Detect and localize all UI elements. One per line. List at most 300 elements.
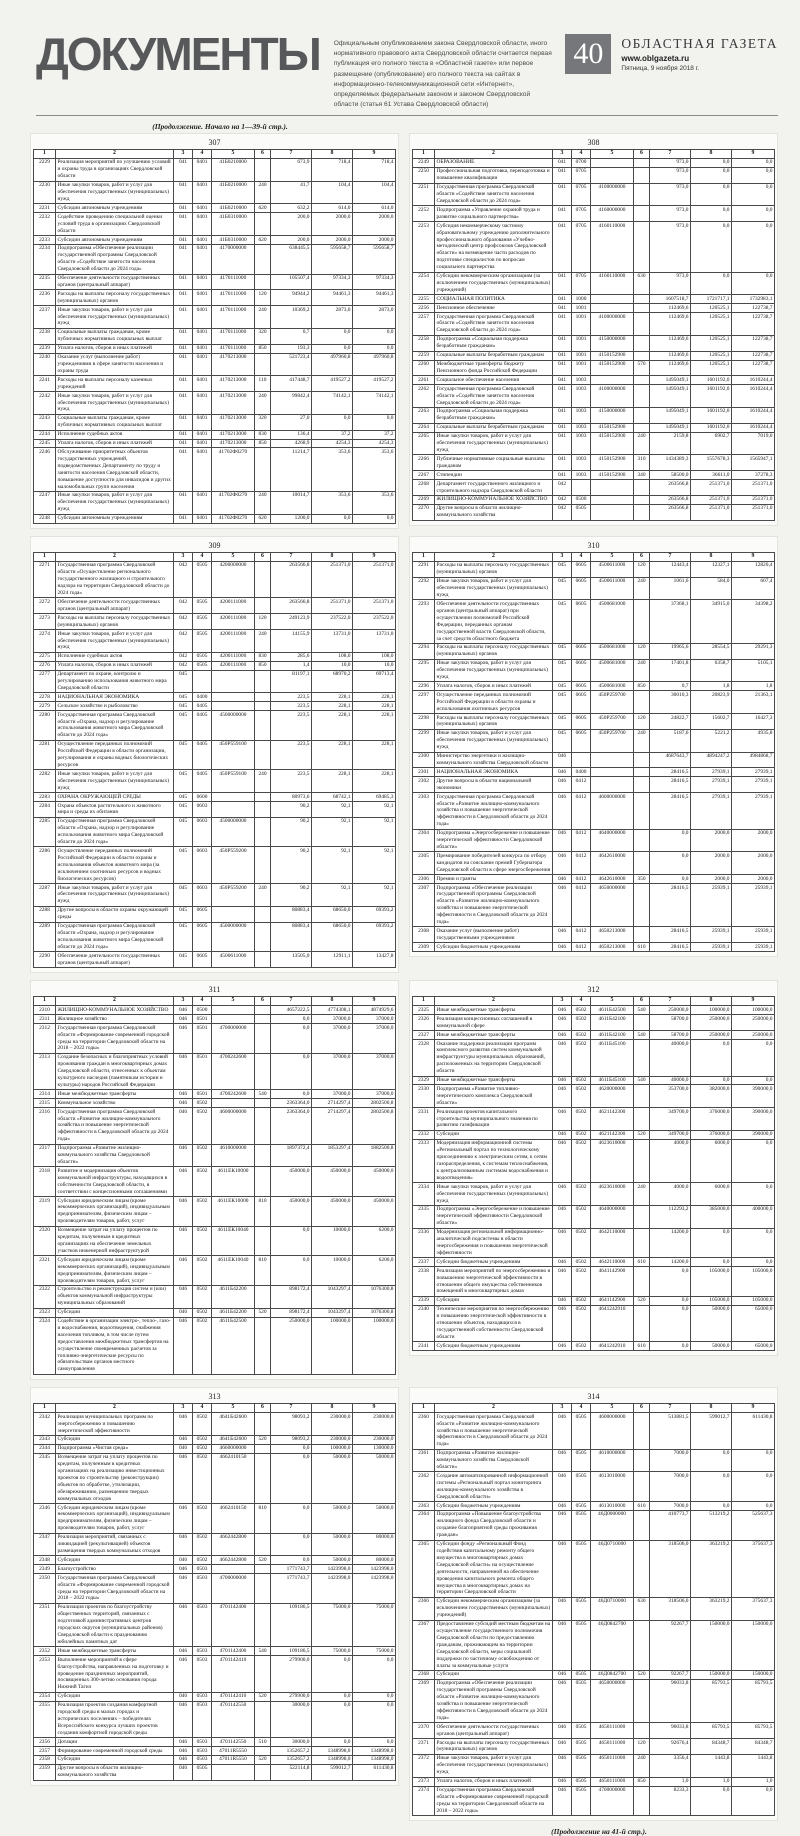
row-name-cell: Пенсионное обеспечение (435, 304, 553, 313)
section-code-cell: 1001 (572, 304, 591, 313)
amount-2019-cell: 94461,3 (312, 290, 353, 306)
table-row (34, 847, 396, 884)
expense-type-cell: 610 (634, 943, 650, 952)
target-article-cell: 4611Б42100 (591, 1031, 634, 1040)
amount-2018-cell: 1495049,1 (650, 423, 691, 432)
row-name-cell: Уплата налогов, сборов и иных платежей (56, 661, 174, 670)
amount-2020-cell: 525637,3 (732, 1510, 775, 1540)
section-code-cell: 1003 (572, 385, 591, 408)
grbs-code-cell: 046 (174, 1256, 193, 1286)
table-row (413, 1040, 775, 1077)
row-number-cell: 2295 (413, 659, 435, 682)
table-band-4 (30, 1387, 778, 1836)
amount-2020-cell: 718,4 (353, 158, 396, 181)
table-row (413, 1777, 775, 1786)
amount-2019-cell: 1,8 (691, 682, 732, 691)
row-number-cell: 2299 (413, 729, 435, 752)
row-number-cell: 2372 (413, 1754, 435, 1777)
column-header: 9 (732, 996, 775, 1005)
grbs-code-cell: 041 (553, 183, 572, 206)
row-name-cell: Исполнение судебных актов (56, 652, 174, 661)
section-code-cell: 0405 (193, 702, 212, 711)
table-row (34, 328, 396, 344)
target-article-cell: 4662410150 (212, 1504, 255, 1534)
amount-2020-cell: 1610244,4 (732, 385, 775, 408)
expense-type-cell (255, 598, 271, 614)
amount-2019-cell: 12911,1 (312, 952, 353, 968)
grbs-code-cell: 041 (553, 423, 572, 432)
section-code-cell: 0501 (193, 1090, 212, 1099)
amount-2019-cell: 10000,0 (312, 1256, 353, 1286)
amount-2018-cell: 92267,7 (650, 1620, 691, 1670)
grbs-code-cell: 041 (174, 274, 193, 290)
amount-2019-cell: 120525,1 (691, 313, 732, 336)
section-code-cell: 0502 (572, 1267, 591, 1297)
column-header: 4 (193, 1403, 212, 1412)
row-name-cell: Дотации (56, 1738, 174, 1747)
target-article-cell: 46Д0000000 (591, 1510, 634, 1540)
section-code-cell: 1003 (572, 455, 591, 471)
expense-type-cell: 240 (634, 659, 650, 682)
amount-2019-cell: 108,0 (312, 652, 353, 661)
grbs-code-cell: 042 (174, 614, 193, 630)
target-article-cell (591, 768, 634, 777)
expense-type-cell: 120 (255, 614, 271, 630)
target-article-cell: 4170111000 (212, 290, 255, 306)
row-number-cell: 2281 (34, 740, 56, 770)
row-name-cell: Другие вопросы в области национальной экономики (435, 777, 553, 793)
amount-2019-cell: 97334,3 (312, 274, 353, 290)
amount-2020-cell: 37,2 (353, 430, 396, 439)
amount-2018-cell: 112469,6 (650, 351, 691, 360)
target-article-cell: 41Б0310000 (212, 236, 255, 245)
amount-2018-cell: 0,0 (271, 1226, 312, 1256)
section-code-cell: 0405 (193, 711, 212, 741)
amount-2018-cell: 1434389,3 (650, 455, 691, 471)
target-article-cell: 4650111000 (591, 1723, 634, 1739)
target-article-cell: 4170213000 (212, 376, 255, 392)
row-name-cell: Уплата налогов, сборов и иных платежей (435, 682, 553, 691)
amount-2019-cell: 92,1 (312, 847, 353, 884)
row-number-cell: 2254 (413, 272, 435, 295)
grbs-code-cell: 041 (553, 455, 572, 471)
grbs-code-cell: 046 (174, 1444, 193, 1453)
amount-2020-cell: 497960,8 (353, 353, 396, 376)
amount-2019-cell: 353,6 (312, 448, 353, 491)
amount-2019-cell: 2000,0 (312, 213, 353, 236)
expense-type-cell: 620 (255, 514, 271, 523)
target-article-cell: 4500681000 (591, 643, 634, 659)
row-name-cell: Субсидии юридическим лицам (кроме некоммерческих организаций), индивидуальным предпринимателям, физическим лицам – производителям товаров, работ, услуг (56, 1504, 174, 1534)
column-header: 1 (34, 996, 56, 1005)
amount-2020-cell: 250000,0 (732, 1031, 775, 1040)
grbs-code-cell: 041 (174, 204, 193, 213)
row-number-cell: 2231 (34, 204, 56, 213)
table-row (413, 183, 775, 206)
expense-type-cell (255, 1444, 271, 1453)
expense-type-cell: 850 (255, 439, 271, 448)
column-header: 3 (553, 552, 572, 561)
row-name-cell: Государственная программа Свердловской области «Охрана, надзор и регулирование использования животного мира Свердловской области до 2024 года» (56, 922, 174, 952)
amount-2019-cell: 0,0 (691, 1076, 732, 1085)
amount-2018-cell: 349700,0 (650, 1130, 691, 1139)
row-number-cell: 2312 (34, 1024, 56, 1054)
row-name-cell: Субсидии (56, 1556, 174, 1565)
table-row (34, 392, 396, 415)
section-code-cell: 0401 (193, 439, 212, 448)
table-row (413, 643, 775, 659)
target-article-cell: 47011R5550 (212, 1755, 255, 1764)
row-number-cell: 2274 (34, 630, 56, 653)
section-code-cell: 0705 (572, 206, 591, 222)
row-number-cell: 2366 (413, 1597, 435, 1620)
row-number-cell: 2260 (413, 360, 435, 376)
amount-2018-cell: 200,0 (271, 213, 312, 236)
row-name-cell: Субсидии автономным учреждениям (56, 204, 174, 213)
expense-type-cell: 540 (634, 1031, 650, 1040)
row-number-cell: 2229 (34, 158, 56, 181)
column-header: 8 (691, 552, 732, 561)
amount-2020-cell: 228,1 (353, 740, 396, 770)
amount-2019-cell: 450000,0 (312, 1197, 353, 1227)
row-number-cell: 2354 (34, 1692, 56, 1701)
amount-2020-cell: 69713,4 (353, 670, 396, 693)
table-row (34, 491, 396, 514)
section-code-cell: 1003 (572, 432, 591, 455)
amount-2019-cell: 37,2 (312, 430, 353, 439)
column-header: 8 (312, 149, 353, 158)
amount-2019-cell: 120525,1 (691, 304, 732, 313)
row-name-cell: Создание автоматизированной информационной системы «Региональный портал мониторинга жилищно-коммунального хозяйства в Свердловской области» (435, 1472, 553, 1502)
expense-type-cell: 850 (255, 344, 271, 353)
section-code-cell: 1003 (572, 376, 591, 385)
amount-2020-cell: 353,6 (353, 448, 396, 491)
amount-2018-cell: 0,0 (271, 1556, 312, 1565)
row-name-cell: Реализация мероприятий по энергосбережению и повышению энергетической эффективности в отношении общего имущества собственников помещений в многоквартирных домах (435, 1267, 553, 1297)
grbs-code-cell: 046 (174, 1024, 193, 1054)
amount-2019-cell: 4254,3 (312, 439, 353, 448)
amount-2018-cell: 223,5 (271, 693, 312, 702)
amount-2019-cell: 1557678,3 (691, 455, 732, 471)
column-header: 7 (650, 149, 691, 158)
target-article-cell: 4600000000 (212, 1108, 255, 1145)
expense-type-cell: 320 (255, 414, 271, 430)
row-name-cell: Возмещение затрат на уплату процентов по кредитам, полученным в кредитных организациях на обеспечение земельных участков инженерной инфраструктурой (56, 1226, 174, 1256)
amount-2020-cell: 37000,0 (353, 1024, 396, 1054)
table-panel-310 (409, 536, 778, 958)
amount-2019-cell: 25939,1 (691, 943, 732, 952)
amount-2020-cell: 607,4 (732, 577, 775, 600)
row-number-cell: 2259 (413, 351, 435, 360)
row-name-cell: Иные межбюджетные трансферты (56, 1090, 174, 1099)
grbs-code-cell: 042 (174, 661, 193, 670)
row-name-cell: Подпрограмма «Развитие жилищно-коммунального хозяйства Свердловской области» (56, 1144, 174, 1167)
row-number-cell: 2338 (413, 1267, 435, 1297)
row-number-cell: 2267 (413, 471, 435, 480)
row-number-cell: 2296 (413, 682, 435, 691)
grbs-code-cell: 041 (174, 213, 193, 236)
section-code-cell: 0401 (193, 328, 212, 344)
amount-2019-cell: 6000,0 (691, 1139, 732, 1182)
target-article-cell: 4611Б45100 (591, 1040, 634, 1077)
section-code-cell: 1003 (572, 407, 591, 423)
table-row (34, 376, 396, 392)
row-number-cell: 2273 (34, 614, 56, 630)
target-article-cell: 4170213000 (212, 439, 255, 448)
table-header-row (413, 996, 775, 1005)
section-code-cell: 1003 (572, 471, 591, 480)
section-code-cell: 0502 (193, 1144, 212, 1167)
section-code-cell: 0605 (572, 682, 591, 691)
grbs-code-cell: 046 (553, 1076, 572, 1085)
continuation-note-bottom: (Продолжение на 41-й стр.). (551, 1827, 647, 1836)
expense-type-cell (634, 1085, 650, 1108)
target-article-cell: 4611Б42200 (212, 1308, 255, 1317)
expense-type-cell (634, 495, 650, 504)
table-row (413, 1130, 775, 1139)
row-name-cell: Субсидии (56, 1755, 174, 1764)
expense-type-cell (255, 213, 271, 236)
table-row (34, 1006, 396, 1015)
target-article-cell: 4613010000 (591, 1502, 634, 1511)
section-code-cell: 1001 (572, 313, 591, 336)
row-name-cell: Стипендии (435, 471, 553, 480)
row-name-cell: Подпрограмма «Энергосбережение и повышение энергетической эффективности Свердловской области» (435, 1205, 553, 1228)
section-code-cell: 0605 (572, 714, 591, 730)
row-name-cell: Модернизация региональной информационно-аналитической подсистемы в области энергосбережения и повышения энергетической эффективности (435, 1228, 553, 1258)
grbs-code-cell: 046 (174, 1099, 193, 1108)
row-number-cell: 2373 (413, 1777, 435, 1786)
amount-2020-cell: 390000,0 (732, 1108, 775, 1131)
amount-2018-cell: 513881,5 (650, 1413, 691, 1450)
section-code-cell: 0605 (572, 600, 591, 643)
row-number-cell: 2301 (413, 768, 435, 777)
amount-2018-cell: 263566,8 (271, 598, 312, 614)
row-name-cell: Иные межбюджетные трансферты (435, 1031, 553, 1040)
amount-2019-cell: 105000,0 (691, 1296, 732, 1305)
amount-2019-cell: 0,0 (312, 328, 353, 344)
amount-2019-cell: 27939,1 (691, 777, 732, 793)
amount-2018-cell: 96033,8 (650, 1723, 691, 1739)
row-number-cell: 2355 (34, 1701, 56, 1738)
amount-2019-cell: 0,0 (691, 206, 732, 222)
amount-2018-cell: 0,0 (650, 875, 691, 884)
target-article-cell: 4200111000 (212, 661, 255, 670)
section-code-cell: 0605 (193, 906, 212, 922)
amount-2018-cell: 41,7 (271, 181, 312, 204)
expense-type-cell: 120 (634, 1739, 650, 1755)
amount-2018-cell: 12443,4 (650, 561, 691, 577)
row-name-cell: Подпрограмма «Развитие топливно-энергетического комплекса Свердловской области» (435, 1085, 553, 1108)
table-number: 313 (208, 1391, 221, 1401)
row-number-cell: 2278 (34, 693, 56, 702)
amount-2018-cell: 14200,0 (650, 1258, 691, 1267)
row-number-cell: 2311 (34, 1015, 56, 1024)
column-header: 1 (34, 1403, 56, 1412)
expense-type-cell (634, 829, 650, 852)
row-name-cell: Государственная программа Свердловской области «Охрана, надзор и регулирование использования животного мира Свердловской области до 2024 года» (56, 711, 174, 741)
amount-2018-cell: 10369,2 (271, 306, 312, 329)
amount-2019-cell: 27939,1 (691, 793, 732, 830)
grbs-code-cell: 046 (174, 1090, 193, 1099)
target-article-cell: 4170000000 (212, 244, 255, 274)
row-number-cell: 2365 (413, 1540, 435, 1597)
expense-type-cell (634, 1472, 650, 1502)
grbs-code-cell: 042 (174, 598, 193, 614)
expense-type-cell: 520 (634, 1296, 650, 1305)
amount-2019-cell: 1443,8 (691, 1754, 732, 1777)
table-row (413, 222, 775, 272)
row-name-cell: Расходы на выплаты персоналу государственных (муниципальных) органов (435, 714, 553, 730)
column-header: 5 (591, 996, 634, 1005)
amount-2019-cell: 68742,1 (312, 793, 353, 802)
expense-type-cell: 830 (255, 652, 271, 661)
amount-2020-cell: 0,0 (353, 514, 396, 523)
grbs-code-cell: 046 (553, 875, 572, 884)
section-code-cell: 0502 (193, 1556, 212, 1565)
grbs-code-cell: 041 (174, 376, 193, 392)
row-number-cell: 2233 (34, 236, 56, 245)
masthead-right (565, 34, 778, 74)
row-number-cell: 2357 (34, 1747, 56, 1756)
row-number-cell: 2369 (413, 1679, 435, 1722)
row-name-cell: Подпрограмма «Повышение благоустройства жилищного фонда Свердловской области и создание благоприятной среды проживания граждан» (435, 1510, 553, 1540)
target-article-cell: 4500000000 (212, 922, 255, 952)
expense-type-cell (255, 274, 271, 290)
expense-type-cell (634, 222, 650, 272)
grbs-code-cell: 041 (553, 272, 572, 295)
grbs-code-cell: 041 (553, 158, 572, 167)
amount-2020-cell: 251371,0 (732, 480, 775, 496)
table-row (413, 304, 775, 313)
grbs-code-cell: 046 (174, 1167, 193, 1197)
column-header: 9 (353, 149, 396, 158)
amount-2018-cell: 0,0 (650, 852, 691, 875)
expense-type-cell (634, 1786, 650, 1816)
table-row (34, 1435, 396, 1444)
amount-2020-cell: 0,0 (732, 1139, 775, 1182)
row-name-cell: Иные закупки товаров, работ и услуг для обеспечения государственных (муниципальных) нужд (435, 1183, 553, 1206)
row-number-cell: 2237 (34, 306, 56, 329)
target-article-cell (212, 670, 255, 693)
table-panel-311 (30, 980, 399, 1380)
amount-2020-cell: 122738,7 (732, 351, 775, 360)
amount-2018-cell: 10014,7 (271, 491, 312, 514)
amount-2020-cell: 0,0 (732, 167, 775, 183)
row-name-cell: Реализация проектов по благоустройству общественных территорий, связанных с подготовкой административных центров городских округов (муниципальных районов) Свердловской области к празднованию юбилейных памятных дат (56, 1603, 174, 1646)
row-number-cell: 2261 (413, 376, 435, 385)
table-row (34, 1556, 396, 1565)
amount-2019-cell: 34915,0 (691, 600, 732, 643)
amount-2018-cell: 349700,0 (650, 1108, 691, 1131)
amount-2018-cell: 973,0 (650, 222, 691, 272)
grbs-code-cell: 046 (174, 1755, 193, 1764)
grbs-code-cell: 045 (174, 884, 193, 907)
amount-2019-cell: 150000,0 (691, 1620, 732, 1670)
row-name-cell: Социальные выплаты безработным гражданам (435, 351, 553, 360)
row-number-cell: 2244 (34, 430, 56, 439)
grbs-code-cell: 046 (553, 752, 572, 768)
amount-2019-cell: 120525,1 (691, 360, 732, 376)
amount-2018-cell: 638445,5 (271, 244, 312, 274)
target-article-cell: 4623610000 (591, 1139, 634, 1182)
expense-type-cell: 240 (634, 1183, 650, 1206)
amount-2020-cell: 122738,7 (732, 304, 775, 313)
amount-2019-cell: 228,1 (312, 770, 353, 793)
table-row (413, 1597, 775, 1620)
row-number-cell: 2266 (413, 455, 435, 471)
column-header: 2 (435, 996, 553, 1005)
column-header: 6 (255, 552, 271, 561)
row-name-cell: Содействие проведению специальной оценки условий труда в организациях Свердловской области (56, 213, 174, 236)
expense-type-cell (634, 1305, 650, 1342)
grbs-code-cell: 045 (553, 714, 572, 730)
table-row (34, 1099, 396, 1108)
section-code-cell: 0605 (572, 729, 591, 752)
amount-2018-cell: 90,2 (271, 847, 312, 884)
amount-2019-cell: 2000,0 (691, 829, 732, 852)
amount-2020-cell: 0,0 (732, 222, 775, 272)
table-row (413, 1540, 775, 1597)
section-code-cell: 0605 (572, 659, 591, 682)
table-row (34, 274, 396, 290)
table-row (34, 290, 396, 306)
grbs-code-cell: 042 (174, 630, 193, 653)
section-code-cell: 0401 (193, 213, 212, 236)
amount-2020-cell: 0,0 (732, 272, 775, 295)
amount-2018-cell: 4000,0 (650, 1139, 691, 1182)
grbs-code-cell: 046 (174, 1574, 193, 1604)
row-name-cell: Государственная программа Свердловской области «Развитие жилищно-коммунального хозяйства и повышение энергетической эффективности в Свердловской области до 2024 года» (435, 1413, 553, 1450)
row-name-cell: Другие вопросы в области жилищно-коммунального хозяйства (435, 504, 553, 520)
gazette-name: ОБЛАСТНАЯ ГАЗЕТА (621, 36, 778, 51)
amount-2020-cell: 84348,7 (732, 1739, 775, 1755)
table-row (413, 1267, 775, 1297)
row-name-cell: Государственная программа Свердловской области «Формирование современной городской среды на территории Свердловской области на 2018 – 2022 годы» (435, 1786, 553, 1816)
row-name-cell: Иные закупки товаров, работ и услуг для обеспечения государственных (муниципальных) нужд (435, 432, 553, 455)
section-code-cell (193, 670, 212, 693)
amount-2020-cell: 122738,7 (732, 360, 775, 376)
row-name-cell: Социальное обеспечение населения (435, 376, 553, 385)
target-article-cell (212, 1099, 255, 1108)
amount-2018-cell: 263566,8 (650, 495, 691, 504)
row-number-cell: 2236 (34, 290, 56, 306)
target-article-cell: 41702Ф0270 (212, 491, 255, 514)
expense-type-cell: 810 (255, 1504, 271, 1534)
column-header: 9 (732, 552, 775, 561)
target-article-cell: 4150152900 (591, 455, 634, 471)
expense-type-cell (255, 1024, 271, 1054)
expense-type-cell: 520 (255, 1692, 271, 1701)
target-article-cell: 4200111000 (212, 630, 255, 653)
grbs-code-cell: 045 (553, 691, 572, 714)
row-name-cell: Межбюджетные трансферты бюджету Пенсионного фонда Российской Федерации (435, 360, 553, 376)
target-article-cell (212, 702, 255, 711)
row-name-cell: ЖИЛИЩНО-КОММУНАЛЬНОЕ ХОЗЯЙСТВО (435, 495, 553, 504)
grbs-code-cell: 046 (174, 1108, 193, 1145)
table-row (413, 1108, 775, 1131)
amount-2020-cell: 104,4 (353, 181, 396, 204)
table-row (413, 1015, 775, 1031)
table-header-row (34, 149, 396, 158)
target-article-cell: 4640000000 (591, 1205, 634, 1228)
grbs-code-cell: 045 (174, 906, 193, 922)
row-number-cell: 2303 (413, 793, 435, 830)
amount-2020-cell: 105000,0 (732, 1267, 775, 1297)
row-name-cell: Охрана объектов растительного и животного мира и среды их обитания (56, 802, 174, 818)
row-number-cell: 2315 (34, 1099, 56, 1108)
amount-2018-cell: 0,0 (271, 1444, 312, 1453)
